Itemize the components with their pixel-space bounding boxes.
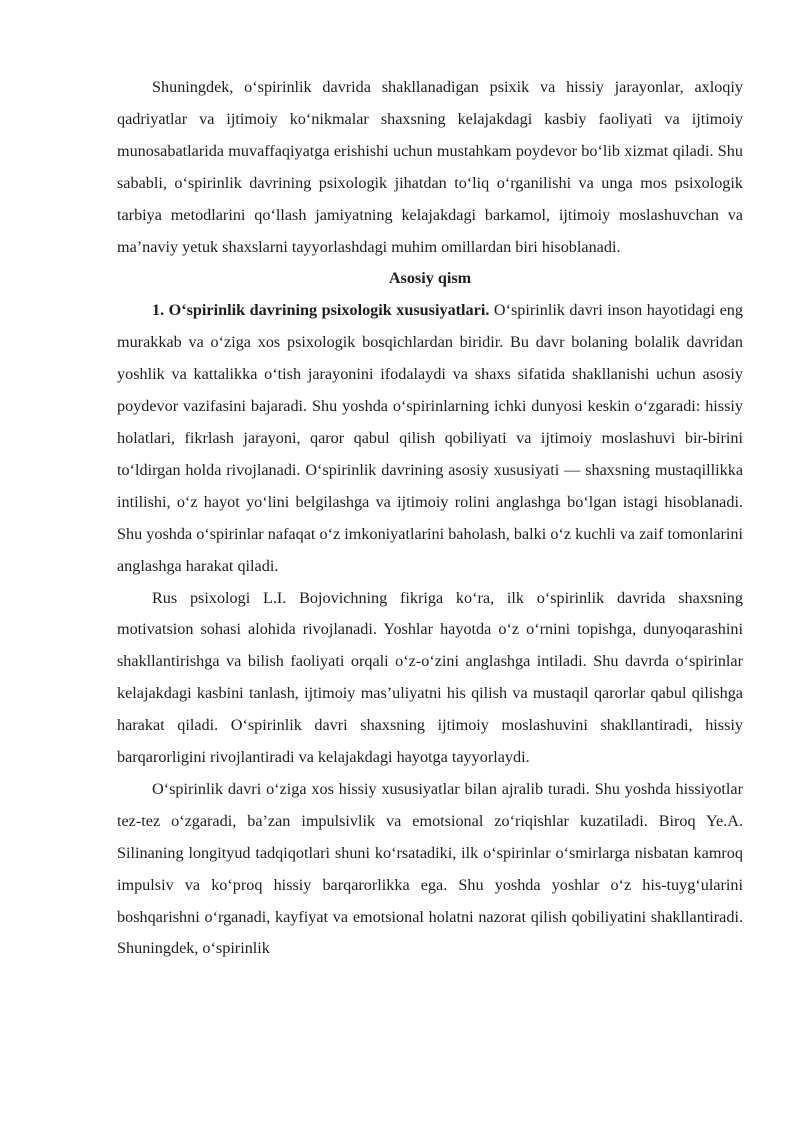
section1-body-text: O‘spirinlik davri inson hayotidagi eng murakkab va o‘ziga xos psixologik bosqichlardan biridir. Bu davr bolaning bolalik davridan yoshlik va kattalikka o‘tish jarayonini ifodalaydi va shaxs sifatida shakllanishi uchun asosiy poydevor vazifasini bajaradi. Shu yoshda o‘spirinlarning ichki dunyosi keskin o‘zgaradi: hissiy holatlari, fikrlash jarayoni, qaror qabul qilish qobiliyati va ijtimoiy moslashuvi bir-birini to‘ldirgan holda rivojlanadi. O‘spirinlik davrining asosiy xususiyati — shaxsning mustaqillikka intilishi, o‘z hayot yo‘lini belgilashga va ijtimoiy rolini anglashga bo‘lgan istagi hisoblanadi. Shu yoshda o‘spirinlar nafaqat o‘z imkoniyatlarini baholash, balki o‘z kuchli va zaif tomonlarini anglashga harakat qiladi. bbox=[117, 301, 743, 575]
section-heading: Asosiy qism bbox=[388, 269, 472, 288]
section1-lead-title: 1. O‘spirinlik davrining psixologik xususiyatlari. bbox=[152, 301, 490, 320]
section1-paragraph bbox=[117, 295, 743, 582]
intro-paragraph: Shuningdek, o‘spirinlik davrida shakllanadigan psixik va hissiy jarayonlar, axloqiy qadriyatlar va ijtimoiy ko‘nikmalar shaxsning kelajakdagi kasbiy faoliyati va ijtimoiy munosabatlarida muvaffaqiyatga erishishi uchun mustahkam poydevor bo‘lib xizmat qiladi. Shu sababli, o‘spirinlik davrining psixologik jihatdan to‘liq o‘rganilishi va unga mos psixologik tarbiya metodlarini qo‘llash jamiyatning kelajakdagi barkamol, ijtimoiy moslashuvchan va ma’naviy yetuk shaxslarni tayyorlashdagi muhim omillardan biri hisoblanadi. bbox=[117, 78, 743, 256]
document-body bbox=[117, 72, 743, 965]
bozhovich-paragraph: Rus psixologi L.I. Bojovichning fikriga ko‘ra, ilk o‘spirinlik davrida shaxsning motivatsion sohasi alohida rivojlanadi. Yoshlar hayotda o‘z o‘rnini topishga, dunyoqarashini shakllantirishga va bilish faoliyati orqali o‘z-o‘zini anglashga intiladi. Shu davrda o‘spirinlar kelajakdagi kasbini tanlash, ijtimoiy mas’uliyatni his qilish va mustaqil qarorlar qabul qilishga harakat qiladi. O‘spirinlik davri shaxsning ijtimoiy moslashuvini shakllantiradi, hissiy barqarorligini rivojlantiradi va kelajakdagi hayotga tayyorlaydi. bbox=[117, 588, 743, 767]
emotional-paragraph: O‘spirinlik davri o‘ziga xos hissiy xususiyatlar bilan ajralib turadi. Shu yoshda hissiyotlar tez-tez o‘zgaradi, ba’zan impulsivlik va emotsional zo‘riqishlar kuzatiladi. Biroq Ye.A. Silinaning longityud tadqiqotlari shuni ko‘rsatadiki, ilk o‘spirinlar o‘smirlarga nisbatan kamroq impulsiv va ko‘proq hissiy barqarorlikka ega. Shu yoshda yoshlar o‘z his-tuyg‘ularini boshqarishni o‘rganadi, kayfiyat va emotsional holatni nazorat qilish qobiliyatini shakllantiradi. Shuningdek, o‘spirinlik bbox=[117, 779, 743, 958]
